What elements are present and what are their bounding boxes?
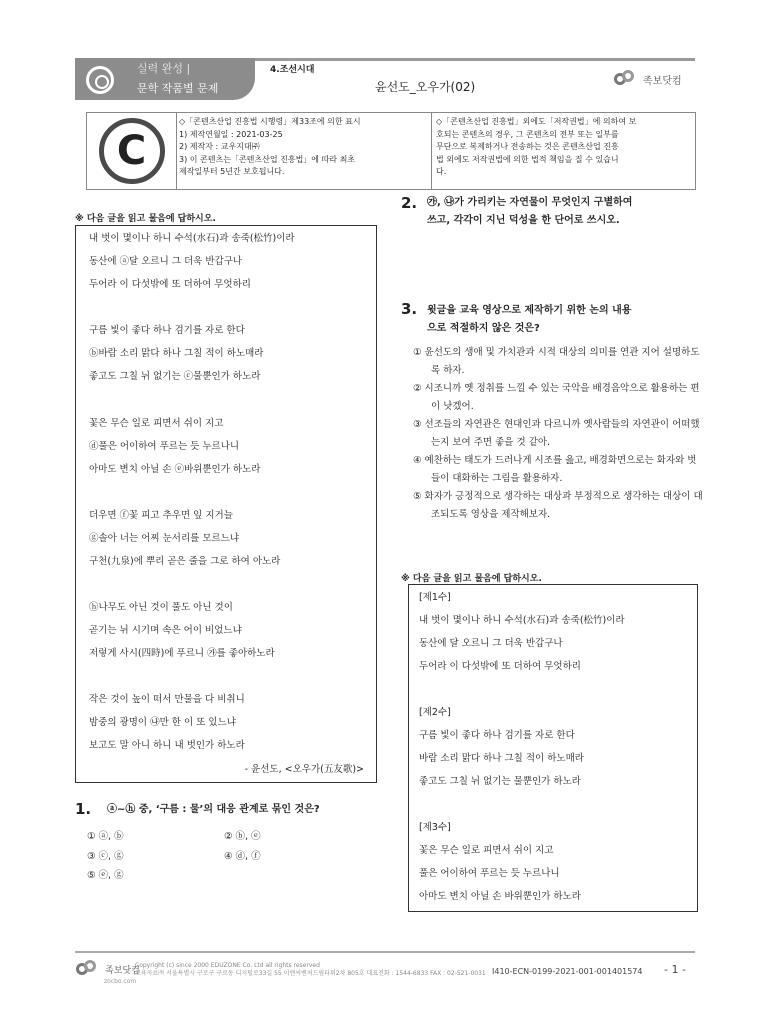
poem-line: 내 벗이 몇이나 하니 수석(水石)과 송죽(松竹)이라	[89, 233, 295, 244]
question-3-number: 3.	[401, 300, 418, 318]
brand-name: 족보닷컴	[643, 75, 682, 87]
poem-line: 동산에 ⓐ달 오르니 그 더욱 반갑구나	[89, 256, 243, 267]
poem-box-2	[408, 584, 698, 912]
license-line: 호되는 콘텐츠의 경우, 그 콘텐츠의 전부 또는 일부를	[436, 129, 619, 139]
license-left-text	[179, 116, 431, 179]
question-1-text: ⓐ~ⓗ 중, ‘구름 : 물’의 대응 관계로 묶인 것은?	[107, 804, 320, 815]
license-line: ◇「콘텐츠산업 진흥법」외에도「저작권법」에 의하여 보	[436, 117, 637, 126]
question-2-text-line: ㉮, ㉯가 가리키는 자연물이 무엇인지 구별하여	[427, 197, 633, 208]
footer-brand-name: 족보닷컴	[105, 965, 140, 976]
q1-option-4[interactable]: ④ ⓓ, ⓕ	[224, 851, 261, 862]
stanza-label: [제3수]	[419, 822, 451, 833]
poem-line: 두어라 이 다섯밖에 또 더하여 무엇하리	[419, 661, 581, 672]
poem-line: 꽃은 무슨 일로 피면서 쉬이 지고	[419, 845, 554, 856]
poem-line: 내 벗이 몇이나 하니 수석(水石)과 송죽(松竹)이라	[419, 615, 625, 626]
question-3-text-line: 윗글을 교육 영상으로 제작하기 위한 논의 내용	[427, 305, 632, 316]
poem-line: 꽃은 무슨 일로 피면서 쉬이 지고	[89, 418, 224, 429]
copyright-line: Copyright (c) since 2000 EDUZONE Co. Ltd all rights reserved	[135, 962, 320, 969]
page-number: - 1 -	[664, 963, 686, 976]
question-1-number: 1.	[75, 800, 92, 818]
poem-line: 아마도 변치 아닐 손 ⓔ바위뿐인가 하노라	[89, 464, 261, 475]
poem-box	[75, 225, 377, 783]
brand-mark-icon	[614, 70, 640, 88]
license-line: 무단으로 복제하거나 전송하는 것은 콘텐츠산업 진흥	[436, 142, 619, 151]
q1-option-2[interactable]: ② ⓑ, ⓔ	[224, 831, 261, 842]
poem-line: 풀은 어이하여 푸르는 듯 누르나니	[419, 868, 560, 879]
license-line: 3) 이 콘텐츠는「콘텐츠산업 진흥법」에 따라 최초	[179, 154, 356, 164]
q3-option-2[interactable]: ② 시조니까 옛 정취를 느낄 수 있는 국악을 배경음악으로 활용하는 편이 낫겠어.	[413, 383, 700, 412]
header-category-label: 문학 작품별 문제	[137, 82, 219, 95]
q3-option-1[interactable]: ① 윤선도의 생애 및 가치관과 시적 대상의 의미를 연관 지어 설명하도록 하자.	[413, 347, 700, 376]
address-line: 교육자료㈜ 서울특별시 구로구 구로동 디지털로33길 55 이앤씨벤처드림타워2차 805호 대표전화 : 1544-6833 FAX : 02-521-0031	[135, 970, 486, 977]
question-2-text-line: 쓰고, 각각이 지닌 덕성을 한 단어로 쓰시오.	[427, 215, 620, 226]
q3-option-5[interactable]: ⑤ 화자가 긍정적으로 생각하는 대상과 부정적으로 생각하는 대상이 대조되도록 영상을 제작해보자.	[413, 491, 703, 520]
q3-option-3[interactable]: ③ 선조들의 자연관은 현대인과 다르니까 옛사람들의 자연관이 어떠했는지 보여 주면 좋을 것 같아.	[413, 419, 700, 448]
poem-line: 좋고도 그칠 뉘 없기는 ⓒ물뿐인가 하노라	[89, 371, 261, 382]
poem-line: 구름 빛이 좋다 하나 검기를 자로 한다	[89, 325, 245, 336]
poem-line: ⓑ바람 소리 맑다 하나 그칠 적이 하노매라	[89, 348, 264, 359]
footer-copyright	[135, 962, 486, 978]
q1-option-3[interactable]: ③ ⓒ, ⓖ	[87, 851, 124, 862]
brand-logo	[614, 70, 682, 88]
license-line: 1) 제작연월일 : 2021-03-25	[179, 129, 283, 139]
poem-line: 동산에 달 오르니 그 더욱 반갑구나	[419, 638, 563, 649]
poem-line: 밤중의 광명이 ㉯만 한 이 또 있느냐	[89, 717, 236, 728]
poem-line: 구천(九泉)에 뿌리 곧은 줄을 그로 하여 아노라	[89, 556, 281, 567]
poem-line: 좋고도 그칠 뉘 없기는 물뿐인가 하노라	[419, 776, 581, 787]
poem-line: ⓖ솔아 너는 어찌 눈서리를 모르느냐	[89, 533, 240, 544]
copyright-c-icon: C	[99, 118, 165, 184]
instruction-text: ※ 다음 글을 읽고 물음에 답하시오.	[401, 574, 542, 584]
license-line: ◇「콘텐츠산업 진흥법 시행령」제33조에 의한 표시	[179, 117, 361, 126]
q3-option-4[interactable]: ④ 예찬하는 태도가 드러나게 시조를 읊고, 배경화면으로는 화자와 벗들이 대화하는 그림을 활용하자.	[413, 455, 697, 484]
poem-line: 작은 것이 높이 떠서 만물을 다 비취니	[89, 694, 245, 705]
poem-line: ⓓ풀은 어이하여 푸르는 듯 누르나니	[89, 441, 240, 452]
license-line: 다.	[436, 167, 447, 176]
license-notice-box	[86, 112, 696, 190]
brand-mark-icon	[76, 960, 102, 978]
q1-option-1[interactable]: ① ⓐ, ⓑ	[87, 831, 124, 842]
footer-brand-logo	[76, 960, 140, 985]
page-title: 윤선도_오우가(02)	[375, 80, 476, 94]
poem-line: 저렇게 사시(四時)에 푸르니 ㉮를 좋아하노라	[89, 648, 275, 659]
license-right-text	[431, 113, 696, 189]
chapter-label: 4.조선시대	[270, 65, 315, 75]
footer-divider	[75, 951, 695, 953]
poem-author: - 윤선도, <오우가(五友歌)>	[244, 764, 364, 775]
poem-line: 바람 소리 맑다 하나 그칠 적이 하노매라	[419, 753, 584, 764]
question-3-text-line: 으로 적절하지 않은 것은?	[427, 323, 540, 334]
license-line: 법 외에도 저작권법에 의한 법적 책임을 질 수 있습니	[436, 154, 619, 164]
document-code: I410-ECN-0199-2021-001-001401574	[492, 967, 643, 976]
poem-line: 두어라 이 다섯밖에 또 더하여 무엇하리	[89, 279, 251, 290]
poem-line: ⓗ나무도 아닌 것이 풀도 아닌 것이	[89, 602, 233, 613]
license-line: 2) 제작자 : 교우지대㈜	[179, 142, 260, 151]
q1-option-5[interactable]: ⑤ ⓔ, ⓖ	[87, 870, 124, 881]
poem-line: 더우면 ⓕ꽃 피고 추우면 잎 지거늘	[89, 510, 233, 521]
question-2-number: 2.	[401, 194, 418, 212]
poem-line: 곧기는 뉘 시기며 속은 어이 비었느냐	[89, 625, 242, 636]
stanza-label: [제2수]	[419, 707, 451, 718]
poem-line: 아마도 변치 아닐 손 바위뿐인가 하노라	[419, 891, 581, 902]
license-logo	[87, 113, 177, 189]
target-logo-icon	[86, 66, 114, 94]
footer-brand-url: zocbo.com	[104, 978, 137, 985]
license-line: 제작일부터 5년간 보호됩니다.	[179, 167, 285, 176]
poem-line: 구름 빛이 좋다 하나 검기를 자로 한다	[419, 730, 575, 741]
poem-line: 보고도 말 아니 하니 내 벗인가 하노라	[89, 740, 245, 751]
stanza-label: [제1수]	[419, 592, 451, 603]
header-series-label: 실력 완성 |	[137, 62, 191, 75]
instruction-text: ※ 다음 글을 읽고 물음에 답하시오.	[75, 214, 216, 224]
